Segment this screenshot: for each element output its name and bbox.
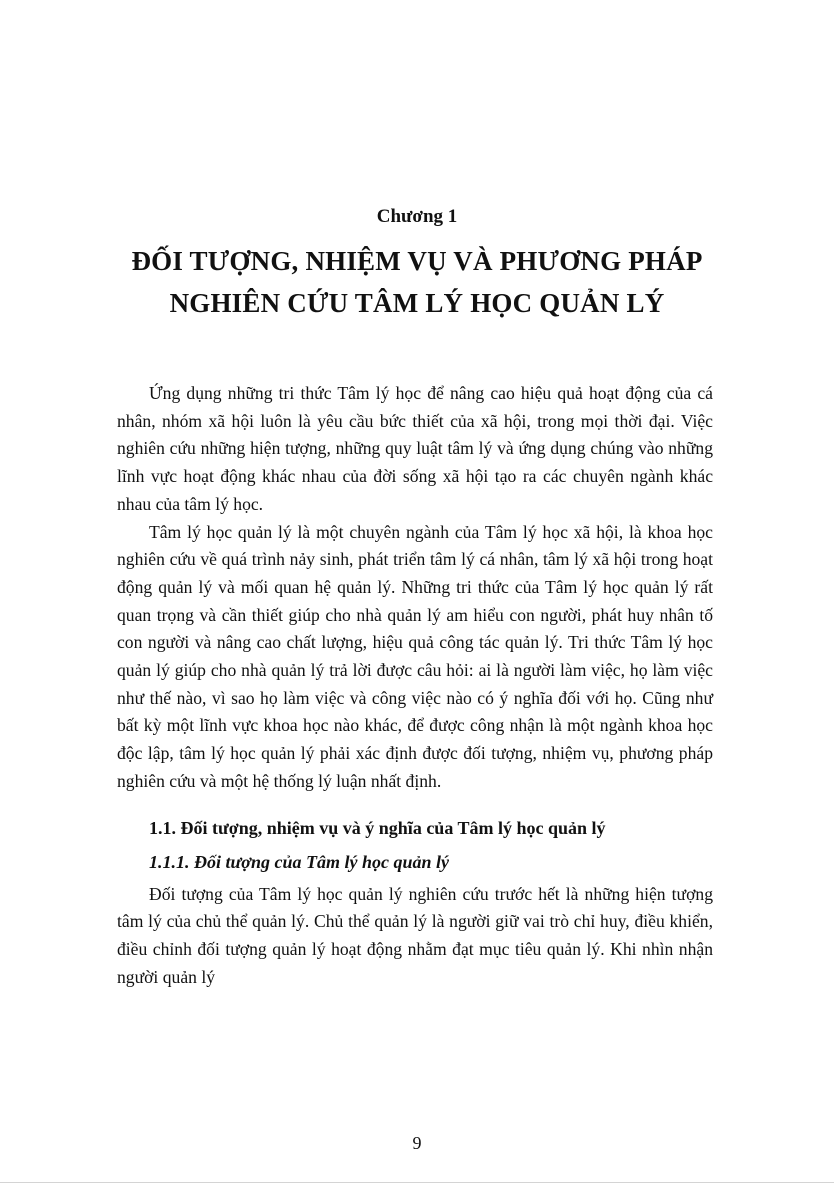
body-text: [117, 380, 713, 991]
subsection-paragraph: Đối tượng của Tâm lý học quản lý nghiên cứu trước hết là những hiện tượng tâm lý của chủ thể quản lý. Chủ thể quản lý là người giữ vai trò chỉ huy, điều khiển, điều chỉnh đối tượng quản lý hoạt động nhằm đạt mục tiêu quản lý. Khi nhìn nhận người quản lý: [117, 883, 713, 987]
intro-paragraph-1: Ứng dụng những tri thức Tâm lý học để nâng cao hiệu quả hoạt động của cá nhân, nhóm xã hội luôn là yêu cầu bức thiết của xã hội, trong mọi thời đại. Việc nghiên cứu những hiện tượng, những quy luật tâm lý và ứng dụng chúng vào những lĩnh vực hoạt động khác nhau của đời sống xã hội tạo ra các chuyên ngành khác nhau của tâm lý học.: [117, 383, 713, 514]
chapter-title: [0, 240, 834, 324]
intro-paragraph-2: Tâm lý học quản lý là một chuyên ngành của Tâm lý học xã hội, là khoa học nghiên cứu về quá trình nảy sinh, phát triển tâm lý cá nhân, tâm lý xã hội trong hoạt động quản lý và mối quan hệ quản lý. Những tri thức của Tâm lý học quản lý rất quan trọng và cần thiết giúp cho nhà quản lý am hiểu con người, phát huy nhân tố con người và nâng cao chất lượng, hiệu quả công tác quản lý. Tri thức Tâm lý học quản lý giúp cho nhà quản lý trả lời được câu hỏi: ai là người làm việc, họ làm việc như thế nào, vì sao họ làm việc và công việc nào có ý nghĩa đối với họ. Cũng như bất kỳ một lĩnh vực khoa học nào khác, để được công nhận là một ngành khoa học độc lập, tâm lý học quản lý phải xác định được đối tượng, nhiệm vụ, phương pháp nghiên cứu và một hệ thống lý luận nhất định.: [117, 521, 713, 791]
chapter-title-line-1: ĐỐI TƯỢNG, NHIỆM VỤ VÀ PHƯƠNG PHÁP: [131, 246, 703, 276]
page-number: 9: [412, 1133, 422, 1153]
chapter-title-line-2: NGHIÊN CỨU TÂM LÝ HỌC QUẢN LÝ: [169, 288, 665, 318]
chapter-label: Chương 1: [376, 206, 458, 227]
subsection-heading: 1.1.1. Đối tượng của Tâm lý học quản lý: [149, 851, 449, 872]
section-heading: 1.1. Đối tượng, nhiệm vụ và ý nghĩa của Tâm lý học quản lý: [149, 817, 606, 838]
scan-edge-line: [0, 1182, 834, 1183]
